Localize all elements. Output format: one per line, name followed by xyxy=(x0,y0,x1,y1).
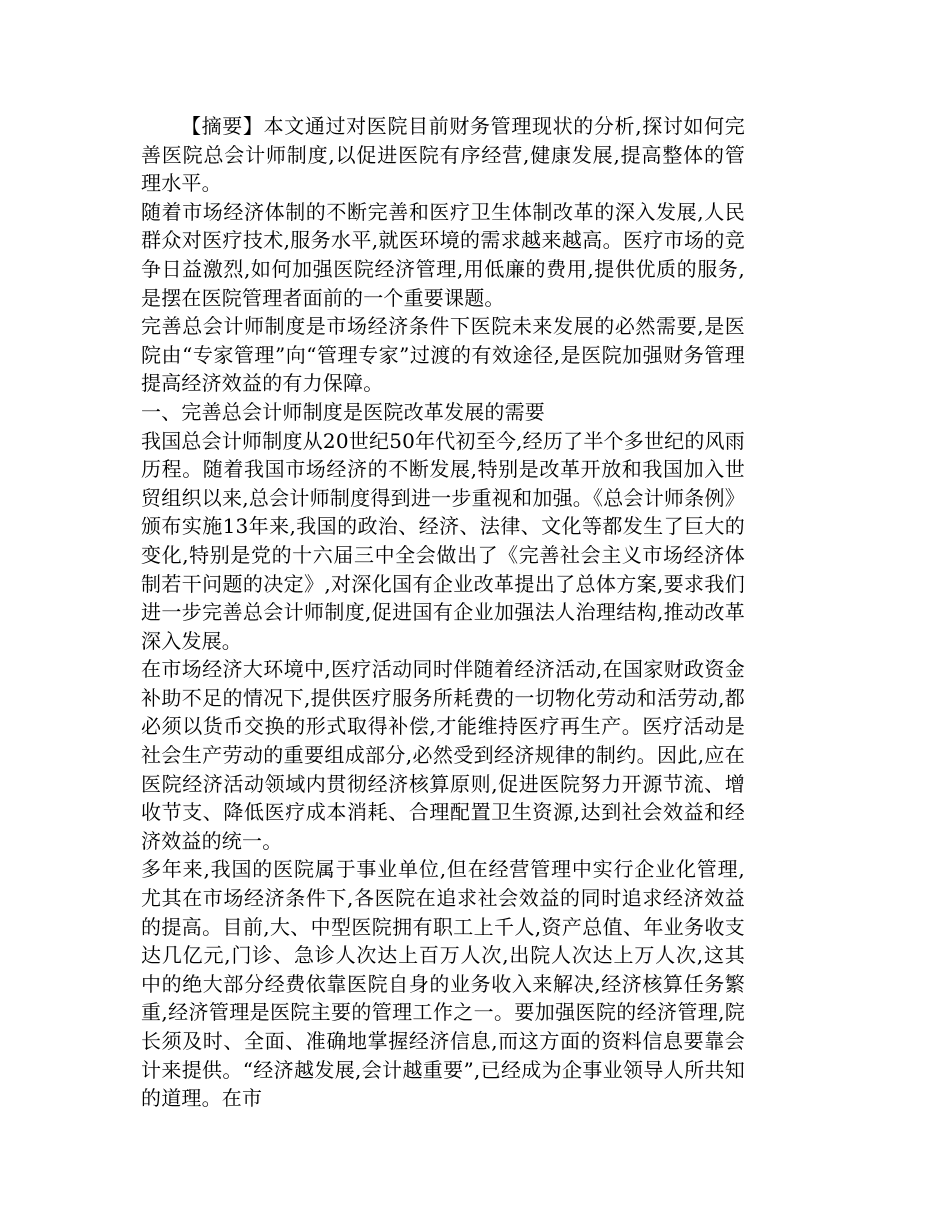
document-page xyxy=(141,112,745,1113)
abstract-paragraph: 【摘要】本文通过对医院目前财务管理现状的分析,探讨如何完善医院总会计师制度,以促进医院有序经营,健康发展,提高整体的管理水平。 xyxy=(141,114,745,196)
body-paragraph: 随着市场经济体制的不断完善和医疗卫生体制改革的深入发展,人民群众对医疗技术,服务水平,就医环境的需求越来越高。医疗市场的竞争日益激烈,如何加强医院经济管理,用低廉的费用,提供优质的服务,是摆在医院管理者面前的一个重要课题。 xyxy=(141,199,745,310)
body-paragraph: 多年来,我国的医院属于事业单位,但在经营管理中实行企业化管理,尤其在市场经济条件下,各医院在追求社会效益的同时追求经济效益的提高。目前,大、中型医院拥有职工上千人,资产总值、年业务收支达几亿元,门诊、急诊人次达上百万人次,出院人次达上万人次,这其中的绝大部分经费依靠医院自身的业务收入来解决,经济核算任务繁重,经济管理是医院主要的管理工作之一。要加强医院的经济管理,院长须及时、全面、准确地掌握经济信息,而这方面的资料信息要靠会计来提供。“经济越发展,会计越重要”,已经成为企事业领导人所共知的道理。在市 xyxy=(141,857,745,1111)
section-heading: 一、完善总会计师制度是医院改革发展的需要 xyxy=(141,399,545,424)
body-paragraph: 完善总会计师制度是市场经济条件下医院未来发展的必然需要,是医院由“专家管理”向“管理专家”过渡的有效途径,是医院加强财务管理提高经济效益的有力保障。 xyxy=(141,314,745,396)
body-paragraph: 我国总会计师制度从20世纪50年代初至今,经历了半个多世纪的风雨历程。随着我国市场经济的不断发展,特别是改革开放和我国加入世贸组织以来,总会计师制度得到进一步重视和加强。《总会计师条例》颁布实施13年来,我国的政治、经济、法律、文化等都发生了巨大的变化,特别是党的十六届三中全会做出了《完善社会主义市场经济体制若干问题的决定》,对深化国有企业改革提出了总体方案,要求我们进一步完善总会计师制度,促进国有企业加强法人治理结构,推动改革深入发展。 xyxy=(141,428,745,653)
body-paragraph: 在市场经济大环境中,医疗活动同时伴随着经济活动,在国家财政资金补助不足的情况下,提供医疗服务所耗费的一切物化劳动和活劳动,都必须以货币交换的形式取得补偿,才能维持医疗再生产。医疗活动是社会生产劳动的重要组成部分,必然受到经济规律的制约。因此,应在医院经济活动领域内贯彻经济核算原则,促进医院努力开源节流、增收节支、降低医疗成本消耗、合理配置卫生资源,达到社会效益和经济效益的统一。 xyxy=(141,657,745,853)
